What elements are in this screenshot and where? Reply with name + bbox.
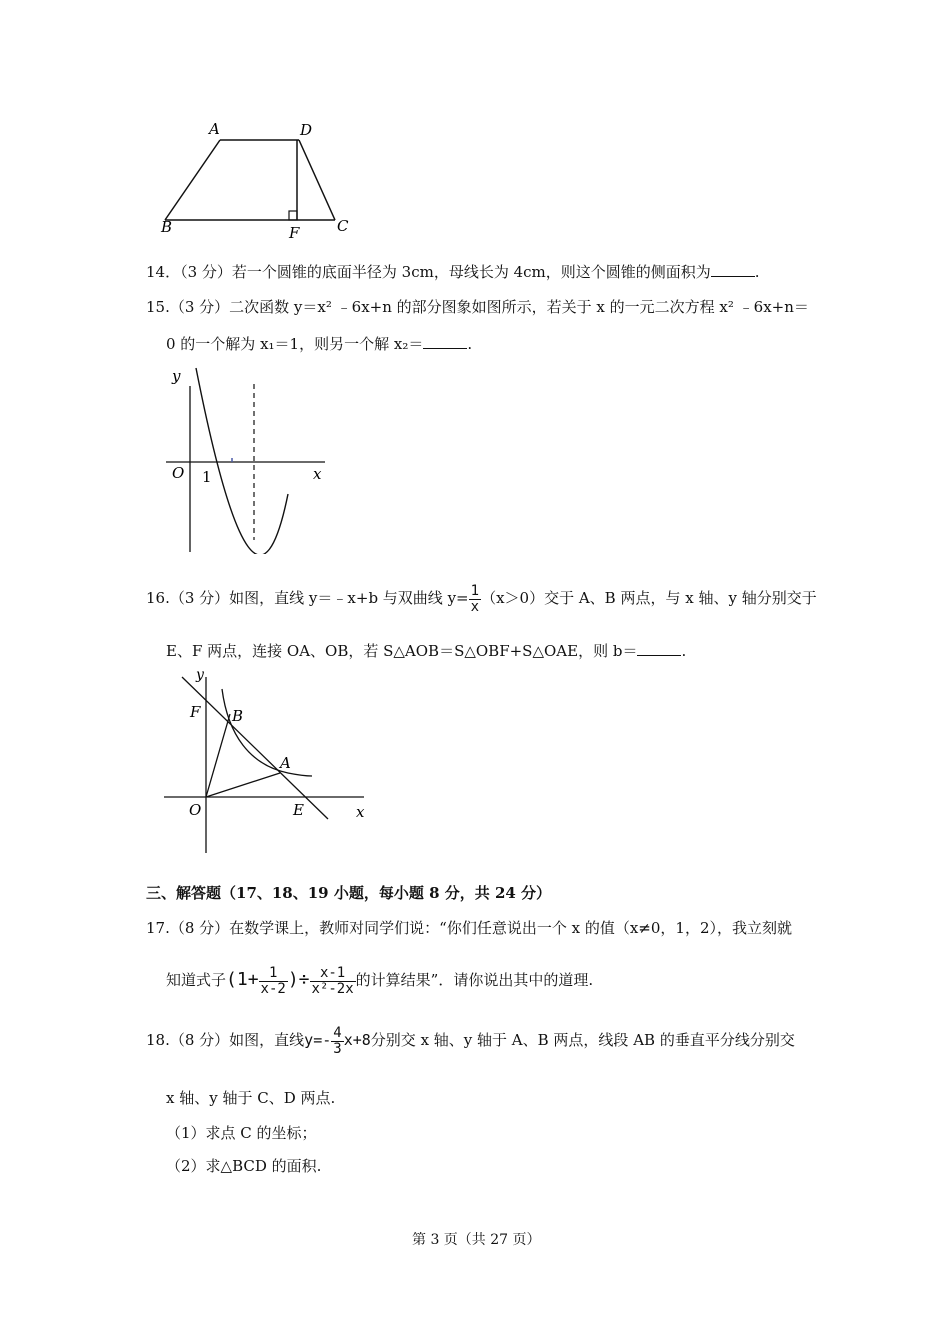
question-18-line1 [146, 1026, 795, 1056]
fraction-denominator: 3 [333, 1040, 342, 1057]
fraction-numerator: 1 [470, 583, 480, 599]
label-f: F [289, 224, 300, 242]
question-15-line2-text: 0 的一个解为 x₁＝1，则另一个解 x₂＝ [166, 335, 424, 353]
question-17-line2 [166, 966, 593, 996]
fraction-1-over-x [469, 584, 481, 614]
question-18-text-a: 18.（8 分）如图，直线 [146, 1031, 305, 1050]
question-16-line1 [146, 584, 817, 614]
equation-suffix: x+8 [343, 1031, 371, 1050]
hyperbola-curve [222, 689, 312, 776]
line-ef [182, 677, 328, 819]
question-17-text-b: 的计算结果”．请你说出其中的道理. [355, 971, 594, 990]
question-16-line2-text: E、F 两点，连接 OA、OB，若 S△AOB＝S△OBF+S△OAE，则 b＝ [166, 642, 638, 660]
label-a: A [209, 120, 220, 138]
label-e: E [293, 801, 304, 819]
fraction-numerator: 4 [333, 1025, 342, 1041]
question-14-end: . [754, 263, 760, 281]
right-angle-mark [289, 211, 297, 220]
label-x: x [356, 803, 365, 821]
label-a: A [280, 754, 291, 772]
fraction-x-minus-1-over-x2-minus-2x [310, 966, 356, 996]
label-y: y [172, 367, 181, 385]
label-one: 1 [202, 468, 212, 486]
side-dc [299, 140, 335, 220]
segment-ob [206, 714, 230, 797]
hyperbola-figure [160, 665, 375, 855]
question-16-text-b: （x＞0）交于 A、B 两点，与 x 轴、y 轴分别交于 [481, 589, 817, 608]
parabola-figure [160, 362, 340, 554]
question-15-line1: 15.（3 分）二次函数 y＝x² ﹣6x+n 的部分图象如图所示，若关于 x 的一元二次方程 x² ﹣6x+n＝ [146, 298, 809, 316]
label-origin: O [189, 801, 202, 819]
answer-blank [711, 264, 755, 277]
question-16-end: . [681, 642, 687, 660]
fraction-numerator: 1 [259, 966, 288, 982]
fraction-denominator: x²-2x [311, 980, 354, 997]
question-14 [146, 261, 760, 282]
question-15-end: . [467, 335, 473, 353]
question-18-text-b: 分别交 x 轴、y 轴于 A、B 两点，线段 AB 的垂直平分线分别交 [370, 1031, 795, 1050]
question-14-text: 14．（3 分）若一个圆锥的底面半径为 3cm，母线长为 4cm，则这个圆锥的侧面积为 [146, 263, 711, 281]
fraction-denominator: x-2 [260, 980, 286, 997]
expression-divide: )÷ [287, 969, 310, 991]
label-d: D [300, 121, 313, 139]
question-17-line1: 17.（8 分）在数学课上，教师对同学们说：“你们任意说出一个 x 的值（x≠0，1，2），我立刻就 [146, 919, 792, 937]
question-16-line2 [166, 640, 686, 661]
answer-blank [637, 643, 681, 656]
side-ab [165, 140, 220, 220]
fraction-numerator: x-1 [310, 966, 356, 982]
page-footer: 第 3 页（共 27 页） [412, 1232, 541, 1248]
label-y: y [196, 667, 204, 683]
equation-prefix: y=- [304, 1031, 332, 1050]
label-c: C [337, 217, 349, 235]
fraction-1-over-x-minus-2 [259, 966, 288, 996]
fraction-denominator: x [470, 598, 480, 615]
section-heading: 三、解答题（17、18、19 小题，每小题 8 分，共 24 分） [146, 884, 552, 902]
label-origin: O [172, 464, 185, 482]
label-b: B [161, 218, 173, 236]
question-18-line2: x 轴、y 轴于 C、D 两点. [166, 1089, 336, 1107]
answer-blank [423, 336, 467, 349]
label-b: B [232, 707, 244, 725]
label-x: x [313, 465, 322, 483]
expression-open: (1+ [226, 969, 259, 991]
label-f: F [190, 703, 201, 721]
question-17-text-a: 知道式子 [166, 971, 227, 990]
trapezoid-figure [155, 118, 365, 243]
parabola-curve [196, 368, 288, 554]
segment-oa [206, 773, 280, 797]
question-15-line2 [166, 333, 472, 354]
question-18-sub2: （2）求△BCD 的面积. [166, 1157, 322, 1175]
fraction-4-over-3 [331, 1026, 343, 1056]
question-16-text-a: 16.（3 分）如图，直线 y＝﹣x+b 与双曲线 y= [146, 589, 469, 608]
question-18-sub1: （1）求点 C 的坐标； [166, 1124, 317, 1142]
